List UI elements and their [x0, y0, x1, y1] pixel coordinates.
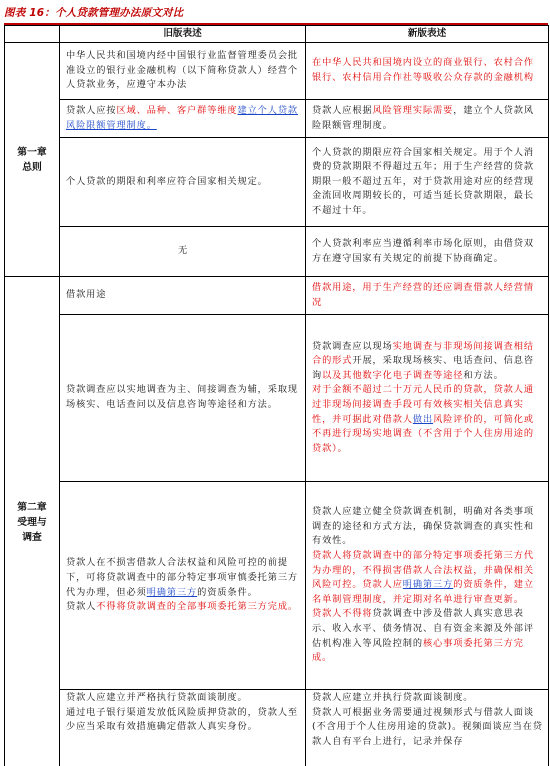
table-row — [5, 315, 549, 482]
old-text: 贷款人应建立并严格执行贷款面谈制度。 通过电子银行渠道发放低风险质押贷款的，贷款人至少应当采取有效措施确定借款人真实身份。 — [60, 690, 306, 766]
old-text: 无 — [60, 227, 306, 277]
new-text: 贷款人应建立并执行贷款面谈制度。 贷款人可根据业务需要通过视频形式与借款人面谈(不含用于个人住房用途的贷款)。视频面谈应当在贷款人自有平台上进行，记录并保存 — [306, 690, 549, 766]
new-text: 在中华人民共和国境内设立的商业银行、农村合作银行、农村信用合作社等吸收公众存款的金融机构 — [306, 43, 549, 100]
new-text: 借款用途，用于生产经营的还应调查借款人经营情况 — [306, 277, 549, 315]
chapter-label-1: 第一章 总则 — [5, 43, 60, 277]
new-text: 个人贷款利率应当遵循利率市场化原则，由借贷双方在遵守国家有关规定的前提下协商确定。 — [306, 227, 549, 277]
table-row — [5, 690, 549, 766]
chapter-label-2: 第二章 受理与 调查 — [5, 277, 60, 766]
old-text: 贷款调查应以实地调查为主、间接调查为辅，采取现场核实、电话查问以及信息咨询等途径和方法。 — [60, 315, 306, 482]
new-text: 贷款人应根据风险管理实际需要，建立个人贷款风险限额管理制度。 — [306, 100, 549, 138]
old-text: 贷款人在不损害借款人合法权益和风险可控的前提下，可将贷款调查中的部分特定事项审慎委托第三方代为办理，但必须明确第三方的资质条件。 贷款人不得将贷款调查的全部事项委托第三方完成。 — [60, 482, 306, 690]
table-row — [5, 277, 549, 315]
table-row — [5, 138, 549, 227]
comparison-table — [4, 25, 549, 766]
table-header-row — [5, 26, 549, 43]
table-row — [5, 100, 549, 138]
old-text: 中华人民共和国境内经中国银行业监督管理委员会批准设立的银行业金融机构（以下简称贷款人）经营个人贷款业务，应遵守本办法 — [60, 43, 306, 100]
figure-caption: 图表 16：个人贷款管理办法原文对比 — [4, 7, 184, 19]
header-new: 新版表述 — [306, 26, 549, 43]
new-text: 个人贷款的期限应符合国家相关规定。用于个人消费的贷款期限不得超过五年；用于生产经营的贷款期限一般不超过五年，对于贷款用途对应的经营现金流回收周期较长的，可适当延长贷款期限，最长不超过十年。 — [306, 138, 549, 227]
old-text: 贷款人应按区域、品种、客户群等维度建立个人贷款风险限额管理制度。 — [60, 100, 306, 138]
table-row — [5, 482, 549, 690]
table-row — [5, 227, 549, 277]
new-text: 贷款调查应以现场实地调查与非现场间接调查相结合的形式开展，采取现场核实、电话查问、信息咨询以及其他数字化电子调查等途径和方法。 对于金额不超过二十万元人民币的贷款，贷款人通过非现场间接调查手段可有效核实相关信息真实性，并可据此对借款人做出风险评价的，可简化或不再进行现场实地调查（不含用于个人住房用途的贷款）。 — [306, 315, 549, 482]
table-row — [5, 43, 549, 100]
header-chapter — [5, 26, 60, 43]
new-text: 贷款人应建立健全贷款调查机制，明确对各类事项调查的途径和方式方法，确保贷款调查的真实性和有效性。 贷款人将贷款调查中的部分特定事项委托第三方代为办理的，不得损害借款人合法权益，并确保相关风险可控。贷款人应明确第三方的资质条件，建立名单制管理制度，并定期对名单进行审查更新。 贷款人不得将贷款调查中涉及借款人真实意思表示、收入水平、债务情况、自有资金来源及外部评估机构准入等风险控制的核心事项委托第三方完成。 — [306, 482, 549, 690]
old-text: 借款用途 — [60, 277, 306, 315]
old-text: 个人贷款的期限和利率应符合国家相关规定。 — [60, 138, 306, 227]
header-old: 旧版表述 — [60, 26, 306, 43]
